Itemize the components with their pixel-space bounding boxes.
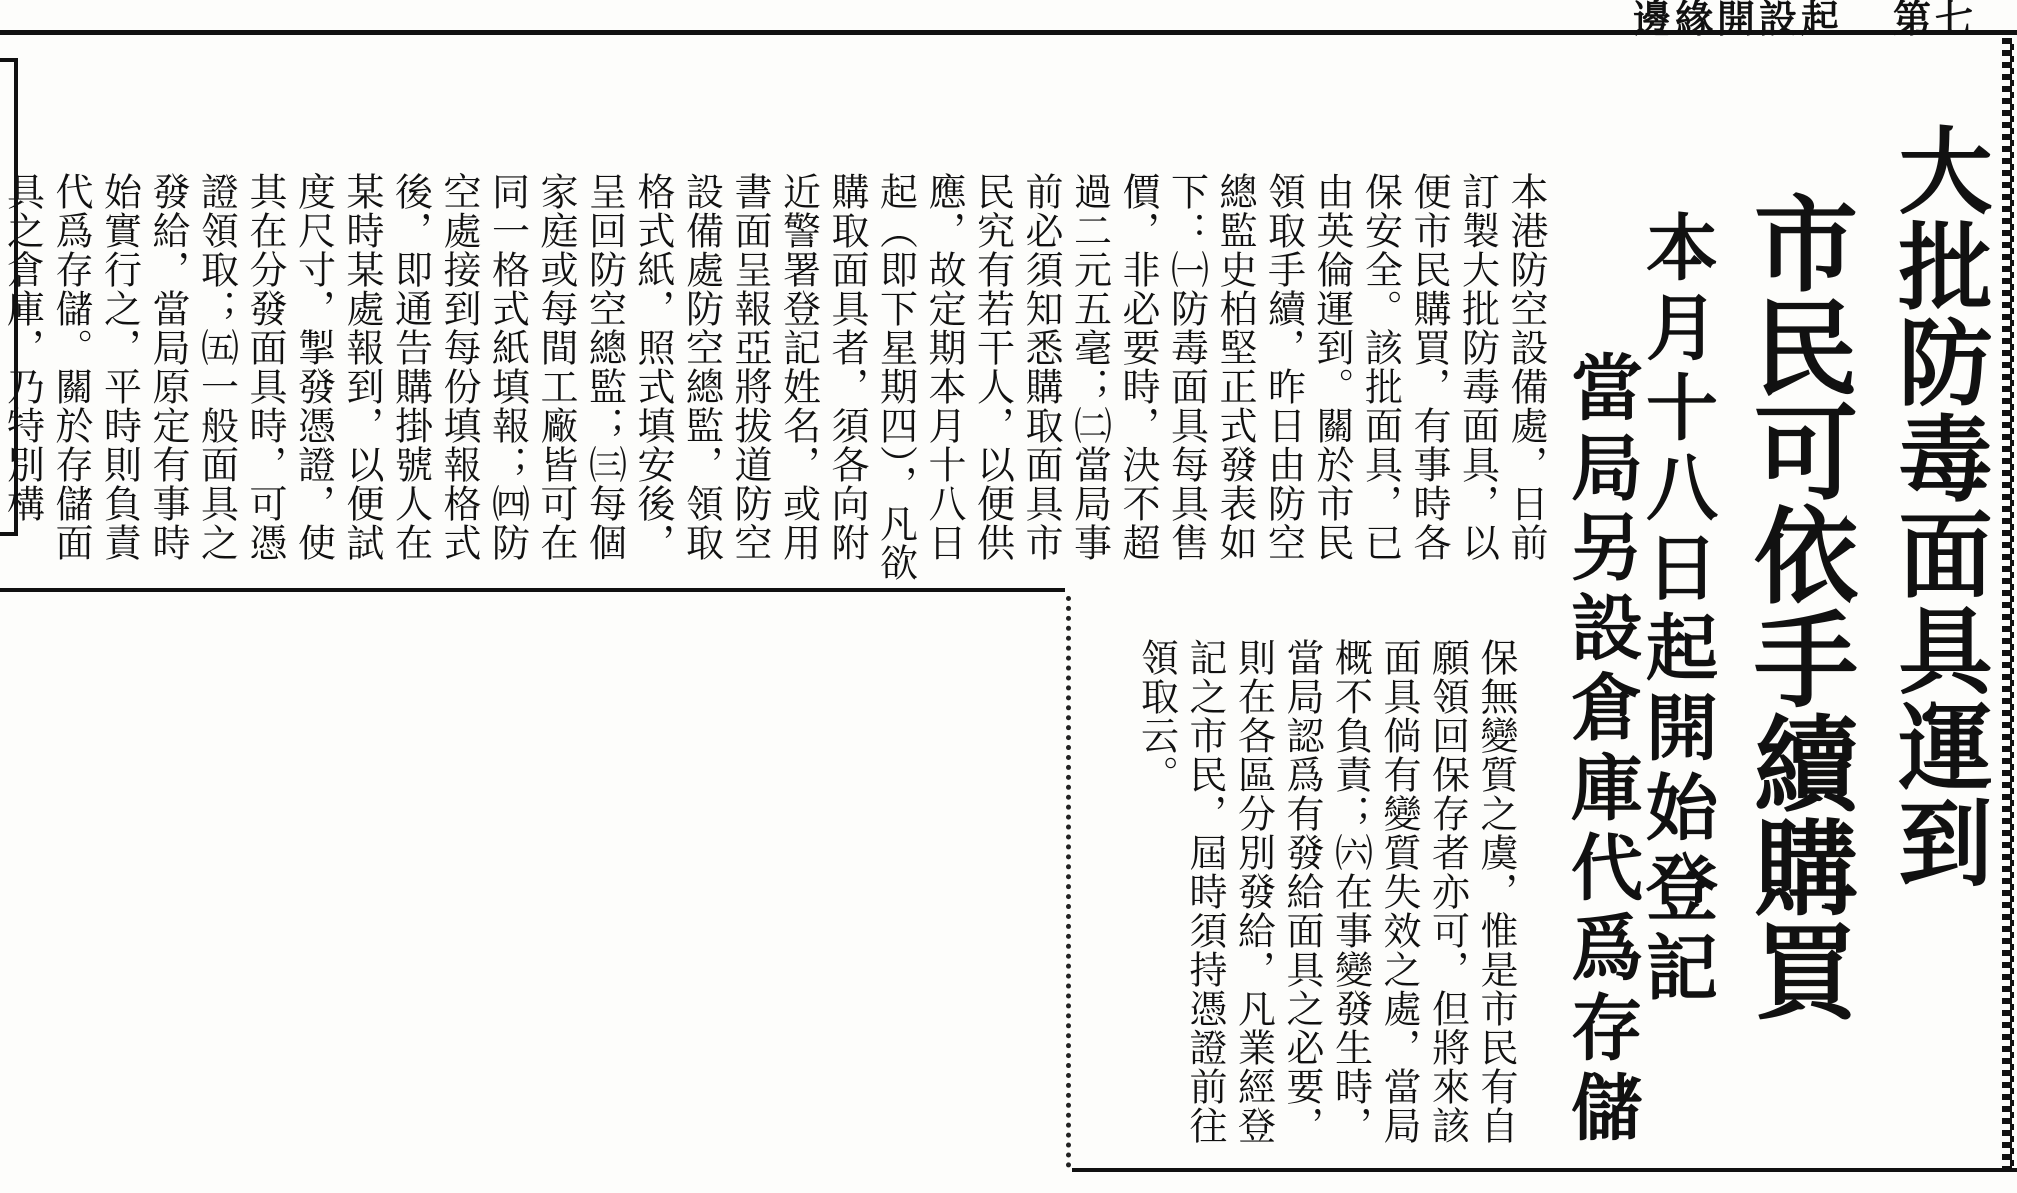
- subheadline-line-1: 本月十八日起開始登記: [1634, 210, 1719, 1010]
- article-body-lower: 保無變質之虞，惟是市民有自願領回保存者亦可，但將來該面具倘有變質失效之處，當局概不負責；㈥在事變發生時，當局認爲有發給面具之必要，則在各區分別發給，凡業經登記之市民，屆時須持憑證前往領取云。: [1134, 638, 1518, 1145]
- subheadline-line-2: 當局另設倉庫代爲存儲: [1559, 350, 1644, 1150]
- column-divider-rule: [0, 588, 1065, 592]
- page-masthead: [1632, 0, 1977, 41]
- bottom-rule: [1072, 1168, 2017, 1172]
- masthead-page-number: 第七: [1892, 0, 1977, 41]
- article-body-upper: 本港防空設備處，日前訂製大批防毒面具，以便市民購買，有事時各保安全。該批面具，已由英倫運到。關於市民領取手續，昨日由防空總監史柏堅正式發表如下：㈠防毒面具每具售價，非必要時，決不超過二元五毫；㈡當局事前必須知悉購取面具市民究有若干人，以便供應，故定期本月十八日起（即下星期四），凡欲購取面具者，須各向附近警署登記姓名，或用書面呈報亞將拔道防空設備處防空總監，領取格式紙，照式填安後，呈回防空總監；㈢每個家庭或每間工廠皆可在同一格式紙填報；㈣防空處接到每份填報格式後，即通告購掛號人在某時某處報到，以便試度尺寸，掣發憑證，使其在分發面具時，可憑證領取；㈤一般面具之發給，當局原定有事時始實行之，平時則負責代爲存儲。關於存儲面具之倉庫，乃特別構: [0, 172, 1548, 582]
- masthead-title: 邊緣開設起: [1632, 0, 1843, 41]
- lower-dotted-divider: [1066, 596, 1071, 1168]
- right-border-decoration-inner: [2010, 38, 2014, 1168]
- headline-line-2: 市民可依手續購買: [1736, 190, 1858, 1022]
- headline-line-1: 大批防毒面具運到: [1882, 122, 1992, 890]
